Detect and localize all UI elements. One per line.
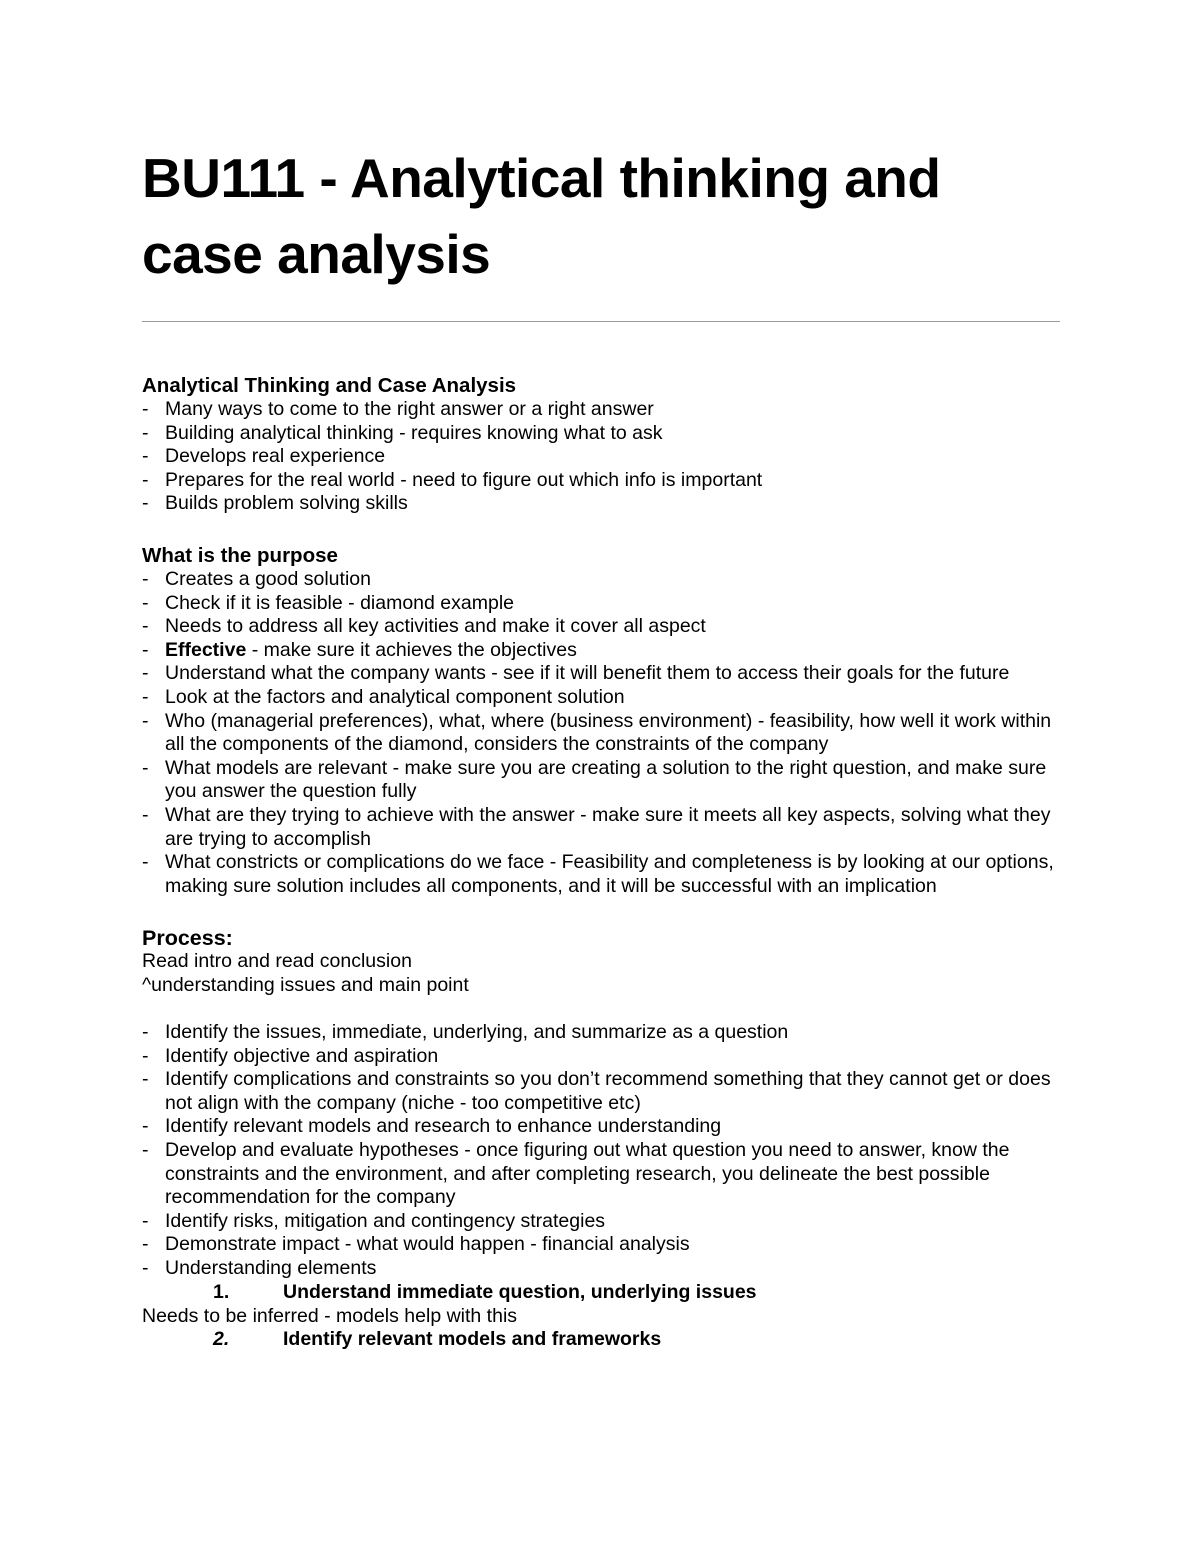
dash-marker: - xyxy=(142,851,149,874)
list-item-text: - make sure it achieves the objectives xyxy=(246,638,577,661)
dash-marker: - xyxy=(142,756,149,779)
list-item xyxy=(142,492,1060,516)
list-item xyxy=(142,1210,1060,1234)
section-spacer xyxy=(142,516,1060,544)
title-divider xyxy=(142,321,1060,322)
dash-marker: - xyxy=(142,685,149,708)
list-item-text: Develops real experience xyxy=(165,445,386,468)
item-number: 2. xyxy=(213,1328,230,1351)
list-item xyxy=(142,804,1060,851)
numbered-item-text: Identify relevant models and frameworks xyxy=(283,1328,662,1351)
list-item xyxy=(142,686,1060,710)
list-item-text: Look at the factors and analytical component solution xyxy=(165,685,625,708)
list-item xyxy=(142,851,1060,898)
list-item-text: What models are relevant - make sure you are creating a solution to the right question, and make sure you answer the question fully xyxy=(165,756,1047,803)
list-item-text: Identify risks, mitigation and contingency strategies xyxy=(165,1209,606,1232)
paragraph-spacer xyxy=(142,997,1060,1021)
section-heading-purpose: What is the purpose xyxy=(142,543,338,567)
dash-marker: - xyxy=(142,803,149,826)
list-item xyxy=(142,757,1060,804)
inferred-line: Needs to be inferred - models help with this xyxy=(142,1304,518,1327)
dash-marker: - xyxy=(142,1044,149,1067)
dash-marker: - xyxy=(142,709,149,732)
dash-marker: - xyxy=(142,1068,149,1091)
purpose-list xyxy=(142,568,1060,898)
process-list xyxy=(142,1021,1060,1281)
list-item-text: Identify objective and aspiration xyxy=(165,1044,439,1067)
list-item xyxy=(142,1068,1060,1115)
list-item-text: Who (managerial preferences), what, where (business environment) - feasibility, how well it work within all the components of the diamond, considers the constraints of the company xyxy=(165,709,1052,756)
process-intro-line: Read intro and read conclusion xyxy=(142,950,412,973)
list-item-text: Identify complications and constraints so you don’t recommend something that they cannot get or does not align with the company (niche - too competitive etc) xyxy=(165,1068,1051,1114)
dash-marker: - xyxy=(142,492,149,515)
dash-marker: - xyxy=(142,1139,149,1162)
list-item-text: Prepares for the real world - need to figure out which info is important xyxy=(165,468,763,491)
process-note-line: ^understanding issues and main point xyxy=(142,973,469,996)
dash-marker: - xyxy=(142,591,149,614)
list-item-text: What constricts or complications do we face - Feasibility and completeness is by looking at our options, making sure solution includes all components, and it will be successful with an implication xyxy=(165,851,1054,897)
list-item xyxy=(142,592,1060,616)
list-item-text: Many ways to come to the right answer or a right answer xyxy=(165,398,654,420)
list-item xyxy=(142,1045,1060,1069)
list-item xyxy=(142,1233,1060,1257)
dash-marker: - xyxy=(142,445,149,468)
list-item xyxy=(142,1139,1060,1210)
list-item xyxy=(142,422,1060,446)
list-item xyxy=(142,1021,1060,1045)
numbered-item xyxy=(142,1281,1060,1305)
list-item-text: Understanding elements xyxy=(165,1257,377,1279)
list-item xyxy=(142,662,1060,686)
dash-marker: - xyxy=(142,1021,149,1044)
section-heading-analytical-thinking: Analytical Thinking and Case Analysis xyxy=(142,374,517,397)
dash-marker: - xyxy=(142,468,149,491)
dash-marker: - xyxy=(142,398,149,420)
dash-marker: - xyxy=(142,638,149,661)
item-number: 1. xyxy=(213,1280,230,1303)
numbered-item-text: Understand immediate question, underlying issues xyxy=(283,1280,757,1303)
section-spacer xyxy=(142,898,1060,926)
list-item xyxy=(142,1115,1060,1139)
list-item-text: Creates a good solution xyxy=(165,567,371,590)
dash-marker: - xyxy=(142,567,149,590)
dash-marker: - xyxy=(142,1233,149,1256)
list-item-text: Identify relevant models and research to enhance understanding xyxy=(165,1115,722,1138)
list-item xyxy=(142,710,1060,757)
dash-marker: - xyxy=(142,1209,149,1232)
list-item-text: Identify the issues, immediate, underlying, and summarize as a question xyxy=(165,1021,789,1044)
list-item-text: Needs to address all key activities and make it cover all aspect xyxy=(165,615,706,638)
list-item xyxy=(142,615,1060,639)
list-item xyxy=(142,639,1060,663)
list-item xyxy=(142,1257,1060,1281)
effective-keyword: Effective xyxy=(165,638,247,661)
analytical-thinking-list xyxy=(142,398,1060,516)
list-item-text: Understand what the company wants - see if it will benefit them to access their goals for the future xyxy=(165,662,1010,685)
list-item xyxy=(142,398,1060,422)
list-item-text: Building analytical thinking - requires knowing what to ask xyxy=(165,421,663,444)
document-body xyxy=(142,374,1060,1352)
list-item-text: Develop and evaluate hypotheses - once figuring out what question you need to answer, know the constraints and the environment, and after completing research, you delineate the best possible recommendation for the company xyxy=(165,1139,1010,1209)
dash-marker: - xyxy=(142,421,149,444)
list-item-text: Builds problem solving skills xyxy=(165,492,408,515)
list-item xyxy=(142,469,1060,493)
list-item-text: What are they trying to achieve with the answer - make sure it meets all key aspects, solving what they are trying to accomplish xyxy=(165,803,1051,850)
dash-marker: - xyxy=(142,615,149,638)
list-item xyxy=(142,568,1060,592)
dash-marker: - xyxy=(142,1257,149,1279)
list-item xyxy=(142,445,1060,469)
dash-marker: - xyxy=(142,662,149,685)
numbered-item xyxy=(142,1328,1060,1352)
list-item-text: Check if it is feasible - diamond example xyxy=(165,591,514,614)
dash-marker: - xyxy=(142,1115,149,1138)
section-heading-process: Process: xyxy=(142,926,233,951)
list-item-text: Demonstrate impact - what would happen - financial analysis xyxy=(165,1233,690,1256)
document-title: BU111 - Analytical thinking and case analysis xyxy=(142,147,941,285)
